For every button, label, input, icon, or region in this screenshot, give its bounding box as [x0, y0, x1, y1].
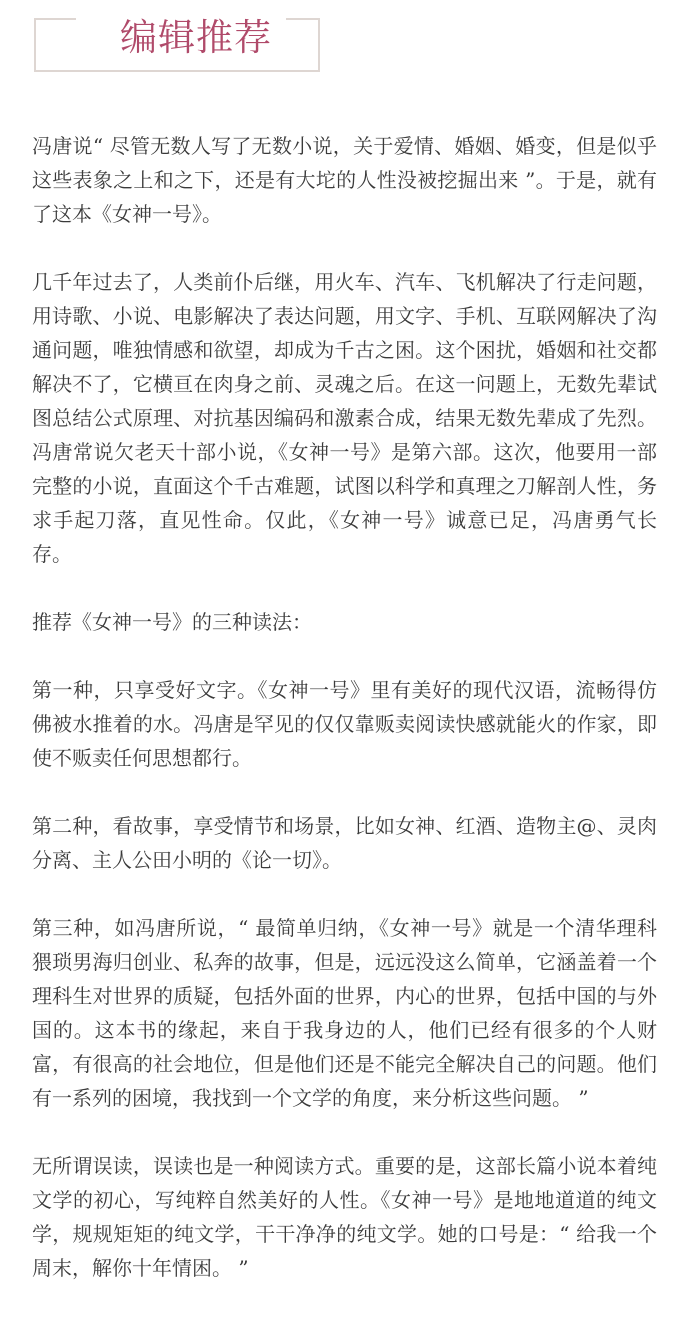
paragraph-way-one: 第一种，只享受好文字。《女神一号》里有美好的现代汉语，流畅得仿佛被水推着的水。冯唐是罕见的仅仅靠贩卖阅读快感就能火的作家，即使不贩卖任何思想都行。 [32, 678, 657, 770]
frame-top-left-segment [34, 18, 76, 20]
paragraph-conclusion: 无所谓误读，误读也是一种阅读方式。重要的是，这部长篇小说本着纯文学的初心，写纯粹自然美好的人性。《女神一号》是地地道道的纯文学，规规矩矩的纯文学，干干净净的纯文学。她的口号是：“ 给我一个周末，解你十年情困。 ” [32, 1154, 657, 1280]
section-heading-frame [34, 18, 320, 72]
frame-top-right-segment [286, 18, 320, 20]
paragraph-way-three: 第三种，如冯唐所说，“ 最简单归纳，《女神一号》就是一个清华理科猥琐男海归创业、私奔的故事，但是，远远没这么简单，它涵盖着一个理科生对世界的质疑，包括外面的世界，内心的世界，包括中国的与外国的。这本书的缘起，来自于我身边的人，他们已经有很多的个人财富，有很高的社会地位，但是他们还是不能完全解决自己的问题。他们有一系列的困境，我找到一个文学的角度，来分析这些问题。 ” [32, 916, 657, 1110]
paragraph-way-two: 第二种，看故事，享受情节和场景，比如女神、红酒、造物主@、灵肉分离、主人公田小明的《论一切》。 [32, 814, 657, 872]
recommendation-article [32, 129, 657, 1319]
section-title: 编辑推荐 [120, 16, 272, 59]
paragraph-intro: 冯唐说“ 尽管无数人写了无数小说，关于爱情、婚姻、婚变，但是似乎这些表象之上和之下，还是有大坨的人性没被挖掘出来 ”。于是，就有了这本《女神一号》。 [32, 134, 657, 226]
paragraph-three-ways: 推荐《女神一号》的三种读法： [32, 610, 312, 634]
paragraph-background: 几千年过去了，人类前仆后继，用火车、汽车、飞机解决了行走问题，用诗歌、小说、电影解决了表达问题，用文字、手机、互联网解决了沟通问题，唯独情感和欲望，却成为千古之困。这个困扰，婚姻和社交都解决不了，它横亘在肉身之前、灵魂之后。在这一问题上，无数先辈试图总结公式原理、对抗基因编码和激素合成，结果无数先辈成了先烈。冯唐常说欠老天十部小说，《女神一号》是第六部。这次，他要用一部完整的小说，直面这个千古难题，试图以科学和真理之刀解剖人性，务求手起刀落，直见性命。仅此，《女神一号》诚意已足，冯唐勇气长存。 [32, 270, 657, 566]
